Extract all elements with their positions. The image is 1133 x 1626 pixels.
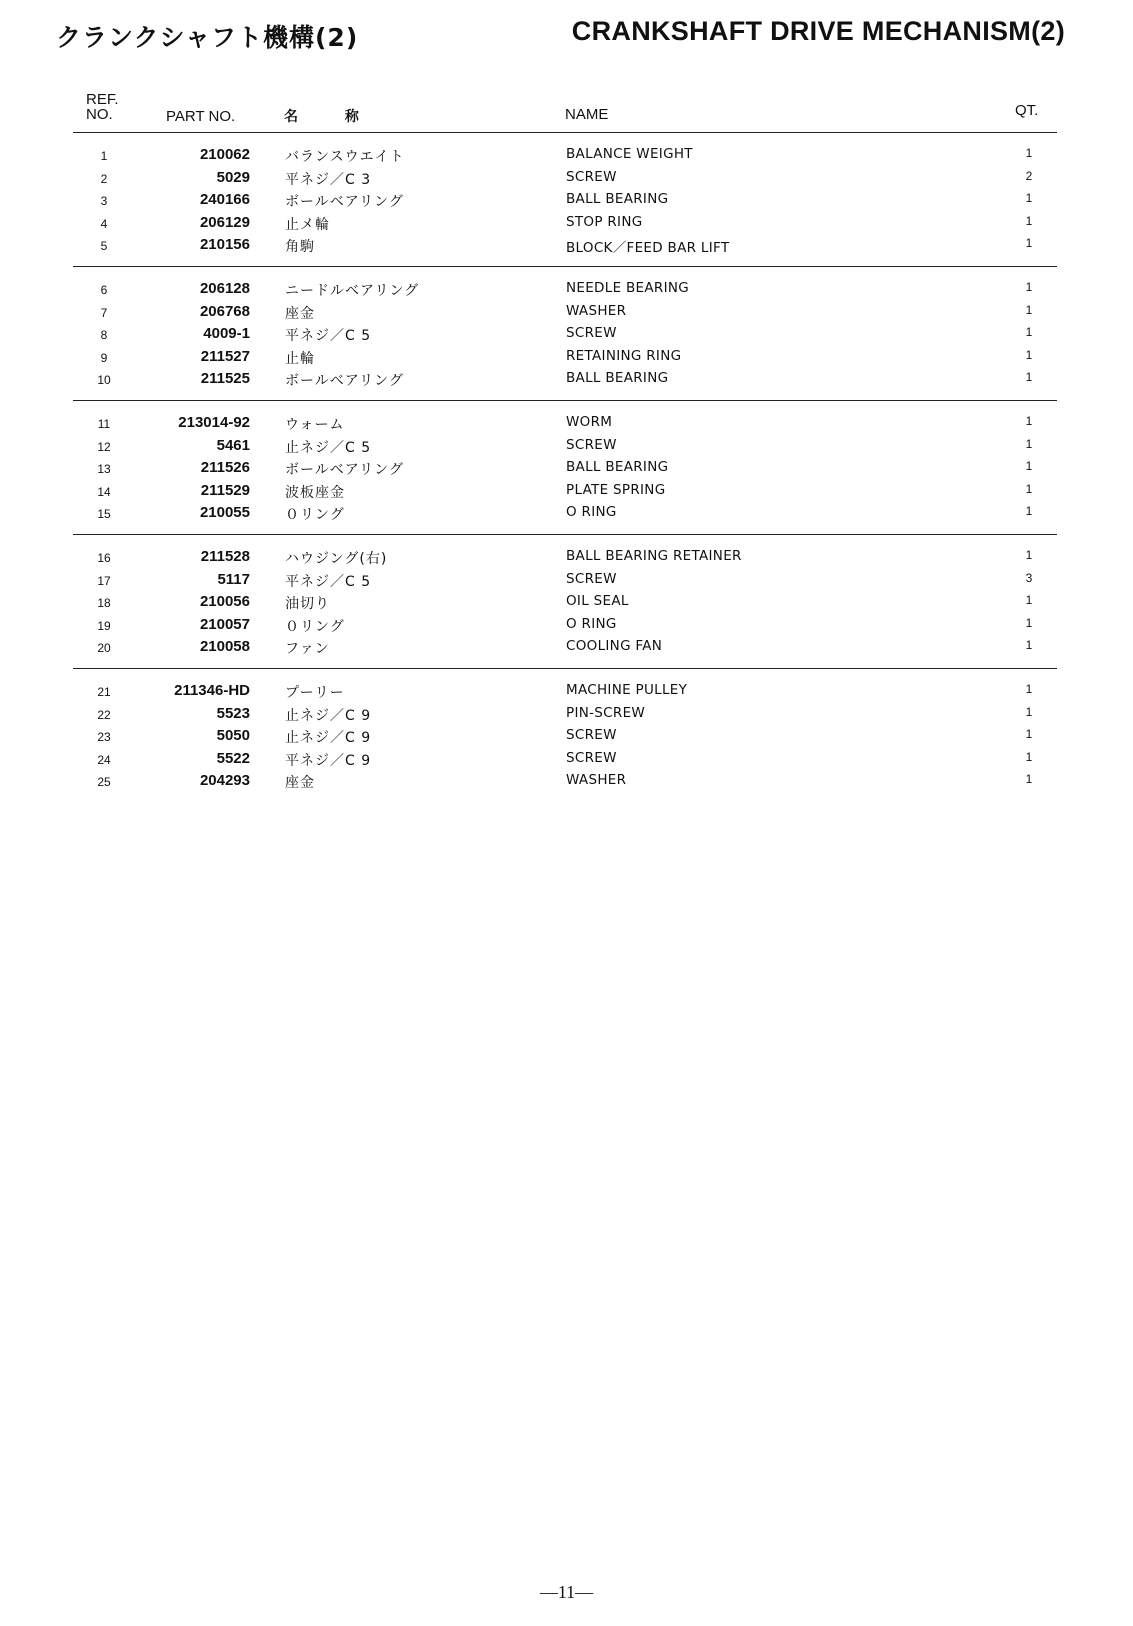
table-row [0,236,1133,259]
ref-no-cell: 22 [97,707,111,722]
japanese-name-cell: 止ネジ／C 9 [285,730,372,747]
ref-no-cell: 1 [100,149,108,163]
ref-no-cell: 20 [97,641,111,656]
quantity-cell: 1 [1025,704,1033,719]
japanese-name-cell: プーリー [285,685,345,701]
ref-no-cell: 25 [97,775,111,790]
part-no-cell: 211528 [200,548,250,565]
table-row [0,548,1133,571]
ref-no-cell: 17 [97,573,111,588]
part-no-cell: 210057 [199,615,250,633]
table-row [0,705,1133,728]
part-no-cell: 240166 [199,191,250,209]
ref-no-cell: 19 [97,618,111,633]
part-no-cell: 206129 [199,213,250,231]
table-row [0,303,1133,326]
quantity-cell: 1 [1025,548,1033,562]
quantity-cell: 1 [1025,593,1033,608]
ref-no-cell: 12 [97,439,111,454]
name-cell: PLATE SPRING [566,481,666,498]
part-no-cell: 4009-1 [203,325,250,343]
header-part-no: PART NO. [166,108,236,125]
name-cell: SCREW [566,325,617,342]
part-no-cell: 210156 [199,236,250,254]
page-title-english: CRANKSHAFT DRIVE MECHANISM(2) [571,16,1065,46]
japanese-name-cell: ボールベアリング [285,194,404,211]
table-row [0,616,1133,639]
japanese-name-cell: 止ネジ／C 5 [285,439,372,456]
group-divider [73,266,1057,267]
ref-no-cell: 10 [97,373,111,388]
header-japanese-name: 名 称 [284,109,359,125]
name-cell: MACHINE PULLEY [566,682,688,698]
japanese-name-cell: 止メ輪 [285,216,330,233]
japanese-name-cell: ウォーム [285,417,345,433]
quantity-cell: 1 [1025,280,1033,294]
quantity-cell: 1 [1025,213,1033,228]
ref-no-cell: 2 [100,171,108,186]
name-cell: SCREW [566,570,617,587]
table-row [0,750,1133,773]
table-row [0,169,1133,192]
header-ref-label: REF. [86,91,119,108]
header-quantity: QT. [1015,102,1039,119]
part-no-cell: 211527 [200,347,250,365]
name-cell: WORM [566,414,613,430]
japanese-name-cell: 止ネジ／C 9 [285,707,372,724]
table-row [0,571,1133,594]
ref-no-cell: 8 [100,328,108,343]
japanese-name-cell: 角駒 [285,239,315,256]
part-no-cell: 211346-HD [174,682,250,699]
name-cell: WASHER [566,772,627,789]
quantity-cell: 1 [1025,325,1033,340]
table-row [0,682,1133,705]
part-no-cell: 211526 [200,459,250,477]
parts-group [0,146,1133,259]
table-row [0,146,1133,169]
group-divider [73,668,1057,669]
part-no-cell: 210056 [199,593,250,611]
quantity-cell: 1 [1025,749,1033,764]
table-row [0,504,1133,527]
part-no-cell: 5461 [216,436,250,454]
japanese-name-cell: 波板座金 [285,484,345,501]
ref-no-cell: 21 [97,685,111,699]
name-cell: RETAINING RING [566,347,682,364]
page-number: —11— [539,1582,594,1602]
parts-group [0,280,1133,393]
part-no-cell: 213014-92 [178,414,250,431]
japanese-name-cell: ボールベアリング [285,373,404,390]
part-no-cell: 5029 [216,168,250,186]
header-ref-no [86,92,119,122]
quantity-cell: 1 [1025,414,1033,428]
ref-no-cell: 16 [97,551,111,565]
japanese-name-cell: 平ネジ／C 5 [285,573,372,590]
name-cell: STOP RING [566,213,643,230]
table-row [0,214,1133,237]
name-cell: BALL BEARING [566,191,669,208]
table-row [0,414,1133,437]
quantity-cell: 1 [1025,504,1033,519]
table-row [0,348,1133,371]
ref-no-cell: 24 [97,752,111,767]
name-cell: BALL BEARING [566,370,669,387]
part-no-cell: 210055 [199,504,250,522]
parts-group [0,548,1133,661]
quantity-cell: 1 [1025,236,1033,251]
japanese-name-cell: ０リング [285,618,345,635]
japanese-name-cell: ニードルベアリング [285,283,420,299]
table-row [0,437,1133,460]
name-cell: BALANCE WEIGHT [566,146,693,162]
table-row [0,772,1133,795]
part-no-cell: 5050 [216,727,250,745]
quantity-cell: 1 [1025,459,1033,474]
quantity-cell: 1 [1025,347,1033,362]
page-title-japanese: クランクシャフト機構(2) [56,23,359,52]
quantity-cell: 3 [1025,570,1033,585]
ref-no-cell: 6 [100,283,108,297]
parts-group [0,682,1133,795]
japanese-name-cell: 平ネジ／C 5 [285,328,372,345]
japanese-name-cell: 座金 [285,775,315,792]
part-no-cell: 211529 [200,481,250,499]
quantity-cell: 1 [1025,436,1033,451]
group-divider [73,534,1057,535]
table-row [0,482,1133,505]
table-row [0,325,1133,348]
header-divider [73,132,1057,133]
name-cell: NEEDLE BEARING [566,280,690,296]
quantity-cell: 1 [1025,727,1033,742]
part-no-cell: 206768 [199,302,250,320]
name-cell: BALL BEARING [566,459,669,476]
name-cell: BLOCK／FEED BAR LIFT [566,240,730,257]
header-name: NAME [565,106,609,123]
quantity-cell: 1 [1025,682,1033,696]
quantity-cell: 1 [1025,191,1033,206]
part-no-cell: 210058 [199,638,250,656]
japanese-name-cell: ハウジング(右) [285,551,388,567]
name-cell: SCREW [566,749,617,766]
japanese-name-cell: 平ネジ／C 9 [285,752,372,769]
name-cell: OIL SEAL [566,593,629,610]
japanese-name-cell: ０リング [285,507,345,524]
name-cell: SCREW [566,436,617,453]
table-row [0,593,1133,616]
quantity-cell: 1 [1025,146,1033,160]
name-cell: COOLING FAN [566,638,663,655]
name-cell: PIN-SCREW [566,704,646,721]
table-header [0,88,1133,128]
japanese-name-cell: 油切り [285,596,330,613]
group-divider [73,400,1057,401]
part-no-cell: 211525 [200,370,250,388]
japanese-name-cell: バランスウエイト [285,149,405,165]
name-cell: O RING [566,504,617,521]
ref-no-cell: 3 [100,194,108,209]
name-cell: O RING [566,615,617,632]
table-row [0,370,1133,393]
part-no-cell: 5523 [216,704,250,722]
ref-no-cell: 15 [97,507,111,522]
japanese-name-cell: 平ネジ／C 3 [285,171,372,188]
japanese-name-cell: 座金 [285,305,315,322]
name-cell: BALL BEARING RETAINER [566,548,742,564]
ref-no-cell: 13 [97,462,111,477]
ref-no-cell: 7 [100,305,108,320]
table-row [0,727,1133,750]
japanese-name-cell: 止輪 [285,350,315,367]
ref-no-cell: 18 [97,596,111,611]
quantity-cell: 1 [1025,615,1033,630]
name-cell: SCREW [566,168,617,185]
part-no-cell: 210062 [199,146,250,163]
table-row [0,191,1133,214]
japanese-name-cell: ボールベアリング [285,462,404,479]
part-no-cell: 5522 [216,749,250,767]
ref-no-cell: 11 [97,417,111,431]
name-cell: WASHER [566,302,627,319]
japanese-name-cell: ファン [285,641,330,658]
part-no-cell: 5117 [217,570,250,588]
parts-group [0,414,1133,527]
quantity-cell: 2 [1025,168,1033,183]
quantity-cell: 1 [1025,481,1033,496]
table-row [0,280,1133,303]
table-row [0,459,1133,482]
quantity-cell: 1 [1025,638,1033,653]
ref-no-cell: 5 [100,239,108,254]
part-no-cell: 204293 [199,772,250,790]
ref-no-cell: 23 [97,730,111,745]
quantity-cell: 1 [1025,302,1033,317]
header-no-label: NO. [86,106,113,123]
quantity-cell: 1 [1025,772,1033,787]
quantity-cell: 1 [1025,370,1033,385]
ref-no-cell: 9 [100,350,108,365]
table-row [0,638,1133,661]
ref-no-cell: 4 [100,216,108,231]
part-no-cell: 206128 [199,280,250,297]
name-cell: SCREW [566,727,617,744]
ref-no-cell: 14 [97,484,111,499]
